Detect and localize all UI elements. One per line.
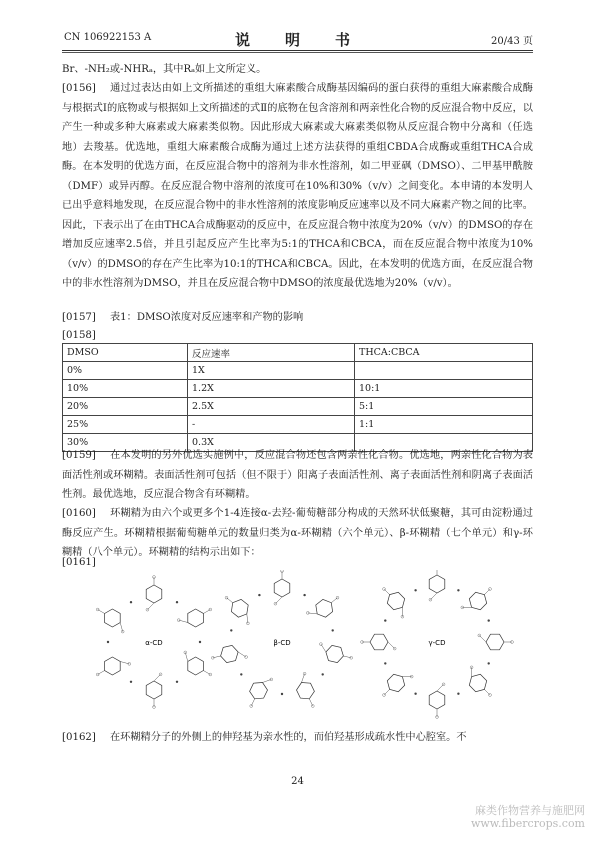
- cyclodextrin-structures-figure: [62, 570, 533, 720]
- glucose-unit: [387, 674, 404, 691]
- glycosidic-oxygen: [457, 589, 459, 591]
- hydroxyl-group: [311, 705, 314, 708]
- glucose-unit: [274, 579, 290, 597]
- hydroxyl-group: [96, 673, 99, 676]
- paragraph-0162: [62, 728, 533, 748]
- table-cell: 1.2X: [188, 380, 355, 398]
- glucose-unit: [146, 585, 162, 603]
- glycosidic-oxygen: [240, 673, 242, 675]
- watermark-line-2: www.fibercrops.com: [470, 817, 585, 830]
- glycosidic-oxygen: [384, 662, 386, 664]
- glycosidic-oxygen: [281, 693, 283, 695]
- hydroxyl-group: [225, 596, 228, 599]
- hydroxyl-bond: [203, 610, 210, 614]
- hydroxyl-bond: [484, 589, 490, 595]
- table-header-row: [63, 344, 533, 362]
- glucose-unit: [316, 599, 333, 617]
- paragraph-text: 在本发明的另外优选实施例中，反应混合物还包含两亲性化合物。优选地，两亲性化合物为表面活性剂或环糊精。表面活性剂可包括（但不限于）阳离子表面活性剂、离子表面活性剂和阴离子表面活性剂。最优选地，反应混合物含有环糊精。: [62, 450, 533, 500]
- table-cell: -: [188, 416, 355, 434]
- glucose-unit: [486, 634, 504, 650]
- glycosidic-oxygen: [130, 601, 132, 603]
- dmso-table: [62, 343, 533, 452]
- glucose-unit: [105, 609, 121, 627]
- glycosidic-oxygen: [322, 673, 324, 675]
- paragraph-text: 在环糊精分子的外侧上的伸羟基为亲水性的，而伯羟基形成疏水性中心腔室。不: [110, 732, 467, 743]
- table-cell: 1X: [188, 362, 355, 380]
- hydroxyl-bond: [98, 610, 105, 614]
- hydroxyl-bond: [484, 689, 490, 695]
- hydroxyl-group: [270, 678, 273, 681]
- hydroxyl-bond: [203, 671, 210, 675]
- glycosidic-oxygen: [130, 681, 132, 683]
- paragraph-0159: [62, 446, 533, 505]
- hydroxyl-group: [209, 673, 212, 676]
- continuation-line: Br、-NH₂或-NHRₐ，其中Rₐ如上文所定义。: [62, 64, 267, 75]
- table-cell: 0.3X: [188, 434, 355, 452]
- hydroxyl-bond: [331, 598, 337, 603]
- hydroxyl-group: [320, 643, 323, 646]
- paragraph-number: [0160]: [62, 508, 96, 519]
- table-cell: 10:1: [355, 380, 533, 398]
- watermark: [471, 804, 585, 830]
- table-row: [63, 380, 533, 398]
- glucose-unit: [221, 645, 239, 662]
- header-rule: [62, 50, 533, 51]
- glycosidic-oxygen: [176, 681, 178, 683]
- table-row: [63, 362, 533, 380]
- glucose-unit: [231, 599, 248, 617]
- glucose-unit: [469, 674, 486, 691]
- table-cell: 30%: [63, 434, 188, 452]
- glycosidic-oxygen: [488, 662, 490, 664]
- glycosidic-oxygen: [414, 693, 416, 695]
- table-cell: 0%: [63, 362, 188, 380]
- patent-number: CN 106922153 A: [64, 32, 152, 43]
- table-header-cell: DMSO: [63, 344, 188, 362]
- glucose-unit: [429, 575, 445, 593]
- glycosidic-oxygen: [488, 619, 490, 621]
- glucose-unit: [297, 683, 315, 699]
- hydroxyl-bond: [227, 598, 233, 603]
- hydroxyl-group: [209, 608, 212, 611]
- header-rule-thin: [62, 52, 533, 53]
- page-counter: 20/43 页: [491, 36, 533, 47]
- page-number: 24: [291, 776, 304, 787]
- glycosidic-oxygen: [176, 601, 178, 603]
- paragraph-number: [0157]: [62, 312, 96, 323]
- glucose-unit: [429, 691, 445, 709]
- glycosidic-oxygen: [384, 619, 386, 621]
- table-cell: 2.5X: [188, 398, 355, 416]
- hydroxyl-group: [336, 596, 339, 599]
- table-header-cell: 反应速率: [188, 344, 355, 362]
- alpha-cd-label: α-CD: [145, 639, 163, 647]
- paragraph-0156: [62, 79, 533, 319]
- table-row: [63, 416, 533, 434]
- paragraph-text: 通过过表达由如上文所描述的重组大麻素酸合成酶基因编码的蛋白获得的重组大麻素酸合成酶与根据式Ⅰ的底物或与根据如上文所描述的式Ⅱ的底物在包含溶剂和两亲性化合物的反应混合物中反应，以产生一种或多种大麻素或大麻素类似物。因此形成大麻素或大麻素类似物从反应混合物中分离和（任选地）去羧基。优选地，重组大麻素酸合成酶为通过上述方法获得的重组CBDA合成酶或重组THCA合成酶。在本发明的优选方面，在反应混合物中的溶剂为非水性溶剂，如二甲亚砜（DMSO）、二甲基甲酰胺（DMF）或异丙醇。在反应混合物中溶剂的浓度可在10%和30%（v/v）之间变化。本申请的本发明人已出乎意料地发现，在反应混合物中的非水性溶剂的浓度影响反应速率以及不同大麻素产物之间的比率。因此，下表示出了在由THCA合成酶驱动的反应中，在反应混合物中浓度为20%（v/v）的DMSO的存在增加反应速率2.5倍，并且引起反应产生比率为5:1的THCA和CBCA，而在反应混合物中浓度为10%（v/v）的DMSO的存在产生比率为10:1的THCA和CBCA。因此，在本发明的优选方面，在反应混合物中的非水性溶剂为DMSO，并且在反应混合物中DMSO的浓度最优选地为20%（v/v）。: [62, 83, 533, 289]
- beta-cd-label: β-CD: [273, 639, 291, 647]
- glucose-unit: [326, 645, 344, 662]
- paragraph-number: [0158]: [62, 330, 96, 341]
- table-cell: 1:1: [355, 416, 533, 434]
- glucose-unit: [370, 634, 388, 650]
- paragraph-0157: [62, 308, 533, 328]
- glycosidic-oxygen: [457, 693, 459, 695]
- glycosidic-oxygen: [107, 641, 109, 643]
- glycosidic-oxygen: [230, 629, 232, 631]
- table-caption: 表1：DMSO浓度对反应速率和产物的影响: [110, 312, 304, 323]
- glucose-unit: [146, 681, 162, 699]
- glycosidic-oxygen: [303, 594, 305, 596]
- table-cell: 25%: [63, 416, 188, 434]
- table-row: [63, 398, 533, 416]
- paragraph-text: 环糊精为由六个或更多个1-4连接α-去羟-葡萄糖部分构成的天然环状低聚糖，其可由淀粉通过酶反应产生。环糊精根据葡萄糖单元的数量归类为α-环糊精（六个单元）、β-环糊精（七个单元）和γ-环糊精（八个单元）。环糊精的结构示出如下：: [62, 508, 533, 558]
- glucose-unit: [188, 609, 204, 627]
- glucose-unit: [250, 683, 268, 699]
- glucose-unit: [387, 592, 404, 609]
- watermark-line-1: 麻类作物营养与施肥网: [475, 804, 585, 817]
- glucose-unit: [188, 657, 204, 675]
- table-cell: 10%: [63, 380, 188, 398]
- hydroxyl-group: [303, 672, 306, 675]
- table-cell: 5:1: [355, 398, 533, 416]
- glycosidic-oxygen: [199, 641, 201, 643]
- gamma-cd-label: γ-CD: [428, 639, 446, 647]
- paragraph-number: [0159]: [62, 450, 96, 461]
- paragraph-number: [0156]: [62, 83, 96, 94]
- glycosidic-oxygen: [332, 629, 334, 631]
- hydroxyl-group: [96, 608, 99, 611]
- hydroxyl-bond: [384, 689, 390, 695]
- paragraph-number: [0161]: [62, 557, 96, 568]
- table-cell: 20%: [63, 398, 188, 416]
- hydroxyl-bond: [98, 671, 105, 675]
- glycosidic-oxygen: [258, 594, 260, 596]
- table-cell: [355, 362, 533, 380]
- glucose-unit: [469, 592, 486, 609]
- paragraph-number: [0162]: [62, 732, 96, 743]
- glycosidic-oxygen: [414, 589, 416, 591]
- table-header-cell: THCA:CBCA: [355, 344, 533, 362]
- hydroxyl-bond: [384, 589, 390, 595]
- glucose-unit: [105, 657, 121, 675]
- document-title: 说 明 书: [234, 31, 360, 49]
